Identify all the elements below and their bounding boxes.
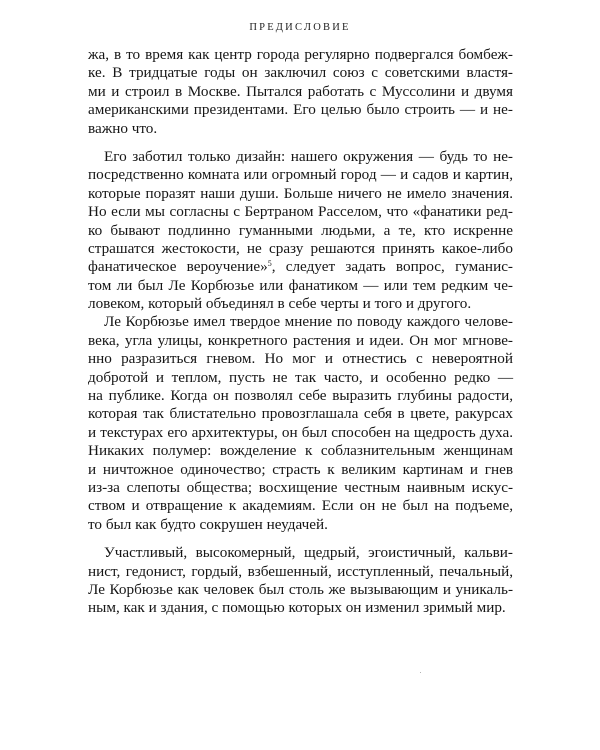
text-line: то был как будто сокрушен неудачей. [88, 515, 328, 533]
text-line: которые поразят наши души. Больше ничего не имело значения. [88, 184, 513, 202]
text-line: из-за слепоты общества; восхищение честным наивным искус- [88, 478, 513, 496]
text-line: ным, как и здания, с помощью которых он изменил зримый мир. [88, 599, 506, 617]
body-text [88, 46, 513, 618]
text-line: американскими президентами. Его целью было строить — и не- [88, 101, 513, 119]
paragraph-1 [88, 46, 513, 138]
paper-speck [420, 672, 421, 673]
text-line: посредственно комната или огромный город — и садов и картин, [88, 166, 513, 184]
text-line: ством и отвращение к академиям. Если он не был на подъеме, [88, 497, 513, 515]
text-fragment: , следует задать вопрос, гуманис- [271, 258, 513, 276]
text-line: и текстурах его архитектуры, он был способен на щедрость духа. [88, 423, 513, 441]
text-line: нно разразиться гневом. Но мог и отнестись с невероятной [88, 350, 513, 368]
text-line: том ли был Ле Корбюзье или фанатиком — или тем редким че- [88, 276, 513, 294]
text-line: и ничтожное одиночество; страсть к великим картинам и гнев [88, 460, 513, 478]
text-line: века, угла улицы, конкретного растения и идеи. Он мог мгнове- [88, 331, 513, 349]
text-line: страшатся жестокости, не сразу решаются принять какое-либо [88, 239, 513, 257]
footnote-marker[interactable]: 5 [267, 259, 272, 269]
text-line: добротой и теплом, пусть не так часто, и особенно редко — [88, 368, 513, 386]
paragraph-3 [88, 313, 513, 534]
running-head: ПРЕДИСЛОВИЕ [249, 22, 351, 33]
text-line: важно что. [88, 119, 158, 137]
text-line: ко бывают подлинно гуманными людьми, а те, кто искренне [88, 221, 513, 239]
text-line: ке. В тридцатые годы он заключил союз с советскими властя- [88, 64, 513, 82]
text-fragment: фанатическое вероучение» [88, 258, 268, 276]
text-line: Участливый, высокомерный, щедрый, эгоистичный, кальви- [104, 544, 513, 562]
text-line: Ле Корбюзье имел твердое мнение по поводу каждого челове- [104, 313, 513, 331]
text-line: ловеком, который объединял в себе черты и того и другого. [88, 295, 472, 313]
text-line: жа, в то время как центр города регулярно подвергался бомбеж- [88, 46, 513, 63]
text-line: ми и строил в Москве. Пытался работать с Муссолини и двумя [88, 82, 513, 100]
text-line-with-footnote [88, 258, 513, 276]
text-line: Его заботил только дизайн: нашего окружения — будь то не- [104, 147, 513, 165]
paragraph-2 [88, 148, 513, 314]
text-line: Но если мы согласны с Бертраном Расселом, что «фанатики ред- [88, 203, 513, 221]
text-line: Ле Корбюзье как человек был столь же вызывающим и уникаль- [88, 580, 513, 598]
text-line: на публике. Когда он позволял себе выразить глубины радости, [88, 387, 513, 405]
paragraph-4 [88, 544, 513, 618]
text-line: нист, гедонист, гордый, взбешенный, исступленный, печальный, [88, 562, 513, 580]
text-line: Никаких полумер: вожделение к соблазнительным женщинам [88, 442, 513, 460]
text-line: которая так блистательно провозглашала себя в цвете, ракурсах [88, 405, 513, 423]
